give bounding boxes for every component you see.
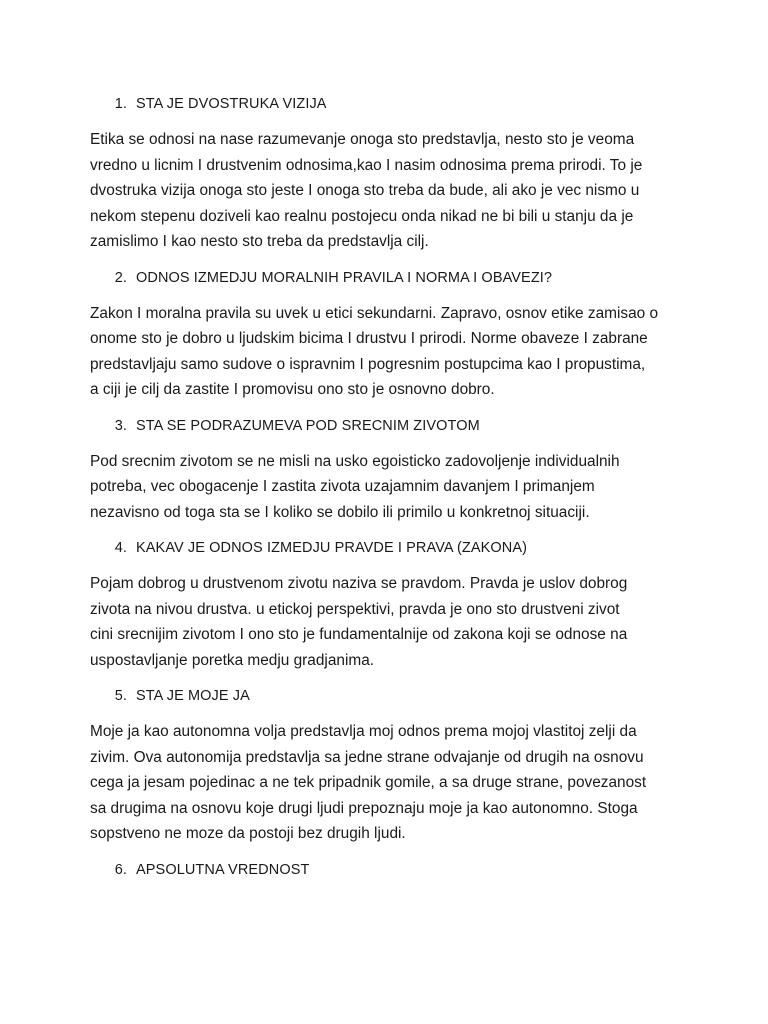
- section-heading-3: [90, 416, 690, 436]
- text-line: Etika se odnosi na nase razumevanje onoga sto predstavlja, nesto sto je veoma: [90, 131, 635, 148]
- section-number: 6.: [114, 861, 127, 878]
- section-paragraph-4: [90, 571, 690, 673]
- text-line: Pojam dobrog u drustvenom zivotu naziva se pravdom. Pravda je uslov dobrog: [90, 575, 628, 592]
- text-line: vredno u licnim I drustvenim odnosima,kao I nasim odnosima prema prirodi. To je: [90, 156, 643, 174]
- section-title: STA JE DVOSTRUKA VIZIJA: [136, 96, 327, 112]
- section-title: STA JE MOJE JA: [136, 688, 250, 704]
- text-line: zamislimo I kao nesto sto treba da predstavlja cilj.: [90, 233, 429, 250]
- section-title: ODNOS IZMEDJU MORALNIH PRAVILA I NORMA I OBAVEZI?: [136, 269, 553, 286]
- section-number: 5.: [114, 688, 127, 704]
- text-line: potreba, vec obogacenje I zastita zivota uzajamnim davanjem I primanjem: [90, 478, 595, 495]
- text-line: Pod srecnim zivotom se ne misli na usko egoisticko zadovoljenje individualnih: [90, 452, 620, 470]
- text-line: dvostruka vizija onoga sto jeste I onoga sto treba da bude, ali ako je vec nismo u: [90, 182, 640, 199]
- text-line: Zakon I moralna pravila su uvek u etici sekundarni. Zapravo, osnov etike zamisao o: [90, 304, 659, 322]
- section-heading-4: [90, 538, 690, 558]
- text-line: uspostavljanje poretka medju gradjanima.: [90, 651, 375, 669]
- section-paragraph-1: [90, 127, 690, 255]
- section-heading-2: [90, 268, 690, 288]
- text-line: onome sto je dobro u ljudskim bicima I drustvu I prirodi. Norme obaveze I zabrane: [90, 330, 648, 347]
- text-line: sa drugima na osnovu koje drugi ljudi prepoznaju moje ja kao autonomno. Stoga: [90, 799, 638, 817]
- text-line: cini srecnijim zivotom I ono sto je fundamentalnije od zakona koji se odnose na: [90, 626, 628, 643]
- text-line: predstavljaju samo sudove o ispravnim I pogresnim postupcima kao I propustima,: [90, 355, 646, 373]
- section-paragraph-5: [90, 719, 690, 847]
- section-title: APSOLUTNA VREDNOST: [136, 861, 310, 878]
- text-line: cega ja jesam pojedinac a ne tek pripadnik gomile, a sa druge strane, povezanost: [90, 774, 647, 791]
- section-heading-1: [90, 94, 690, 114]
- section-number: 4.: [114, 540, 127, 556]
- text-line: sopstveno ne moze da postoji bez drugih ljudi.: [90, 825, 406, 842]
- section-title: STA SE PODRAZUMEVA POD SRECNIM ZIVOTOM: [136, 417, 480, 434]
- text-line: Moje ja kao autonomna volja predstavlja moj odnos prema mojoj vlastitoj zelji da: [90, 723, 637, 740]
- text-line: zivim. Ova autonomija predstavlja sa jedne strane odvajanje od drugih na osnovu: [90, 748, 644, 766]
- section-number: 2.: [114, 269, 127, 286]
- text-line: a ciji je cilj da zastite I promovisu ono sto je osnovno dobro.: [90, 381, 495, 398]
- text-line: nezavisno od toga sta se I koliko se dobilo ili primilo u konkretnoj situaciji.: [90, 503, 590, 521]
- section-number: 1.: [114, 96, 127, 112]
- section-title: KAKAV JE ODNOS IZMEDJU PRAVDE I PRAVA (ZAKONA): [136, 540, 528, 556]
- section-heading-6: [90, 860, 690, 880]
- text-line: zivota na nivou drustva. u etickoj perspektivi, pravda je ono sto drustveni zivot: [90, 600, 620, 618]
- section-heading-5: [90, 686, 690, 706]
- text-line: nekom stepenu doziveli kao realnu postojecu onda nikad ne bi bili u stanju da je: [90, 207, 634, 225]
- section-number: 3.: [114, 417, 127, 434]
- section-paragraph-2: [90, 301, 690, 403]
- section-paragraph-3: [90, 449, 690, 526]
- document-page: [90, 94, 690, 893]
